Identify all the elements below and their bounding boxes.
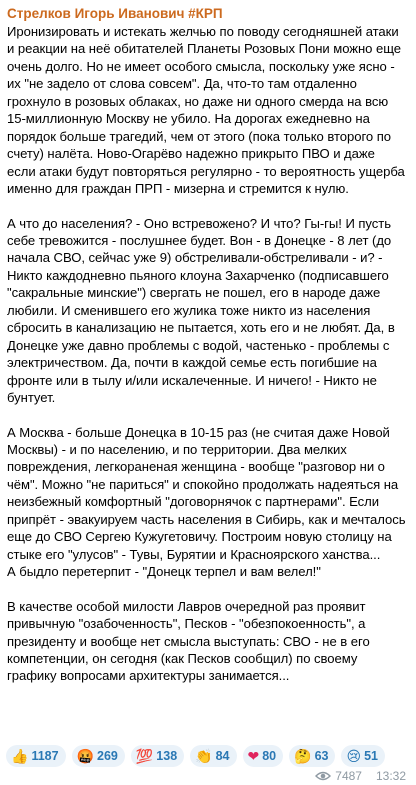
channel-name[interactable]: Стрелков Игорь Иванович #КРП (7, 6, 223, 21)
reaction-swearing[interactable] (72, 745, 125, 767)
paragraph-1: Иронизировать и истекать желчью по поводу сегодняшней атаки и реакции на неё обитателей Планеты Розовых Пони можно еще очень долго. Но не имеет особого смысла, поскольку уже ясно - их "не задело от слова совсем". Да, что-то там отдаленно грохнуло в розовых облаках, но даже ни одного смерда на всю 15-миллионную Москву не убило. На дорогах ежедневно на порядок больше трагедий, чем от этого (пока только второго по счету) налёта. Ново-Огарёво надежно прикрыто ПВО и даже если атаки будут повторяться регулярно - то вероятность ущерба именно для граждан ПРП - мизерна и стремится к нулю. (7, 24, 405, 197)
reaction-count: 1187 (31, 749, 59, 763)
reaction-hundred[interactable] (131, 745, 184, 767)
reaction-count: 51 (364, 749, 378, 763)
reaction-count: 269 (97, 749, 118, 763)
paragraph-4: А быдло перетерпит - "Донецк терпел и вам велел!" (7, 564, 321, 580)
reaction-clap[interactable] (190, 745, 236, 767)
thinking-face-icon: 🤔 (294, 748, 312, 764)
crying-face-icon: 😢 (346, 748, 362, 764)
reaction-crying[interactable] (341, 745, 385, 767)
clapping-hands-icon: 👏 (195, 748, 213, 764)
message-meta (315, 769, 406, 783)
reaction-count: 80 (262, 749, 277, 763)
thumbs-up-icon: 👍 (11, 748, 29, 764)
paragraph-5: В качестве особой милости Лавров очередной раз проявит привычную "озабоченность", Песков - "обезпокоенность", а президенту и вообще нет смысла выступать: СВО - не в его компетенции, он сегодня (как Песков сообщил) по своему графику вопросами архитектуры занимается... (7, 598, 370, 684)
heart-icon: ❤ (247, 748, 260, 764)
reaction-count: 84 (215, 749, 230, 763)
reaction-count: 138 (156, 749, 178, 763)
message-text (7, 23, 406, 685)
swearing-face-icon: 🤬 (76, 748, 94, 764)
reactions-bar (6, 745, 385, 767)
reaction-thinking[interactable] (289, 745, 335, 767)
hundred-points-icon: 💯 (135, 748, 154, 764)
paragraph-2: А что до населения? - Оно встревожено? И что? Гы-гы! И пусть себе тревожится - послушнее будет. Вон - в Донецке - 8 лет (до начала СВО, сейчас уже 9) обстреливали-обстреливали - и? - Никто каждодневно пьяного клоуна Захарченко (подписавшего "сакральные минские") свергать не пошел, его в народе даже любили. И сменившего его жулика тоже никто из населения сбросить в канализацию не пытается, хоть его и не любят. Да, в Донецке уже давно проблемы с водой, частенько - проблемы с электричеством. Да, почти в каждой семье есть погибшие на фронте или в тылу и/или искалеченные. И ничего! - Никто не бунтует. (7, 215, 395, 406)
reaction-thumbs-up[interactable] (6, 745, 66, 767)
message-time: 13:32 (375, 769, 406, 783)
reaction-heart[interactable] (243, 745, 284, 767)
paragraph-3: А Москва - больше Донецка в 10-15 раз (не считая даже Новой Москвы) - и по населению, и по территории. Два мелких повреждения, легкораненая женщина - вообще "разговор ни о чём". Можно "не париться" и спокойно продолжать надеяться на неизбежный комфортный "договорнячок с партнерами". Если припрёт - эвакуируем часть населения в Сибирь, как и мечталось еще до СВО Сергею Кужугетовичу. Построим новую столицу на стыке его "улусов" - Тувы, Бурятии и Красноярского ханства... (7, 424, 406, 562)
view-count: 7487 (335, 769, 362, 783)
reaction-count: 63 (314, 749, 329, 763)
eye-icon (315, 771, 331, 781)
